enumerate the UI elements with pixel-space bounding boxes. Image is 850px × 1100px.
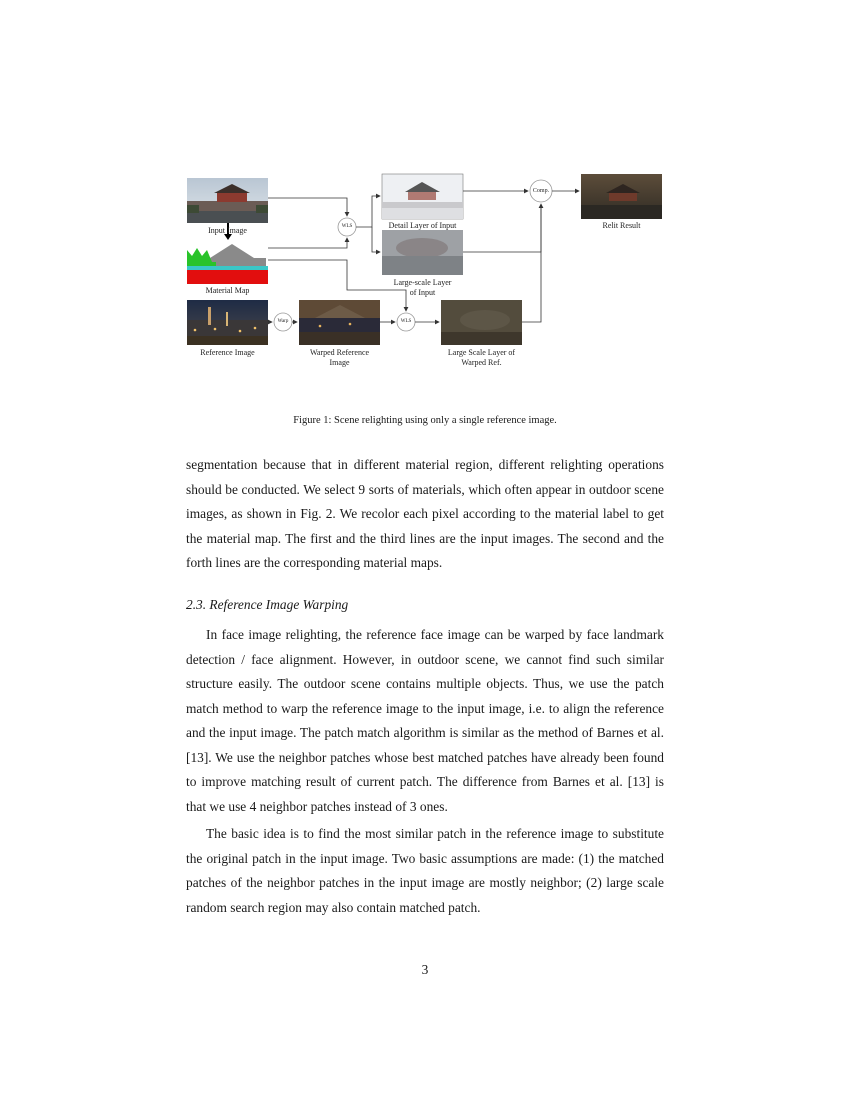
reference-image	[187, 300, 268, 345]
label-reference-image: Reference Image	[200, 348, 255, 357]
label-material-map: Material Map	[205, 286, 250, 295]
warp-text: Warp	[277, 319, 289, 324]
wls-bottom-text: WLS	[400, 319, 412, 324]
material-map	[187, 239, 268, 284]
paragraph-2: In face image relighting, the reference face image can be warped by face landmark detection / face alignment. However, in outdoor scene, we cannot find such similar structure easily. The outdoor scene contains multiple objects. Thus, we use the patch match method to warp the reference image to the input image, i.e. to align the reference and the input image. The patch match algorithm is similar as the method of Barnes et al. [13]. We use the neighbor patches whose best matched patches have already been found to improve matching result of current patch. The difference from Barnes et al. [13] is that we use 4 neighbor patches instead of 3 ones.	[186, 627, 664, 814]
warped-reference-image	[299, 300, 380, 345]
label-large-scale-input: Large-scale Layer of Input	[393, 278, 452, 297]
label-warped-reference: Warped Reference Image	[309, 348, 370, 367]
label-relit-result: Relit Result	[602, 221, 641, 230]
input-image	[187, 178, 268, 223]
label-large-scale-warped: Large Scale Layer of Warped Ref.	[447, 348, 516, 367]
label-detail-layer: Detail Layer of Input	[388, 221, 457, 230]
section-heading: 2.3. Reference Image Warping	[186, 597, 349, 612]
pipeline-figure	[0, 0, 850, 440]
figure-caption: Figure 1: Scene relighting using only a single reference image.	[293, 415, 557, 426]
paragraph-1: segmentation because that in different material region, different relighting operations should be conducted. We select 9 sorts of materials, which often appear in outdoor scene images, as shown in Fig. 2. We recolor each pixel according to the material label to get the material map. The first and the third lines are the input images. The second and the forth lines are the corresponding material maps.	[186, 457, 664, 570]
large-scale-input-image	[382, 230, 463, 275]
detail-layer-image	[382, 174, 463, 219]
comp-text: Comp.	[532, 188, 550, 194]
large-scale-warped-image	[441, 300, 522, 345]
paragraph-3: The basic idea is to find the most similar patch in the reference image to substitute the original patch in the input image. Two basic assumptions are made: (1) the matched patches of the neighbor patches in the input image are mostly neighbor; (2) large scale random search region may also contain matched patch.	[186, 826, 664, 915]
page-number: 3	[421, 962, 429, 977]
relit-result-image	[581, 174, 662, 219]
label-input-image: Input Image	[208, 226, 247, 235]
wls-top-text: WLS	[341, 224, 353, 229]
